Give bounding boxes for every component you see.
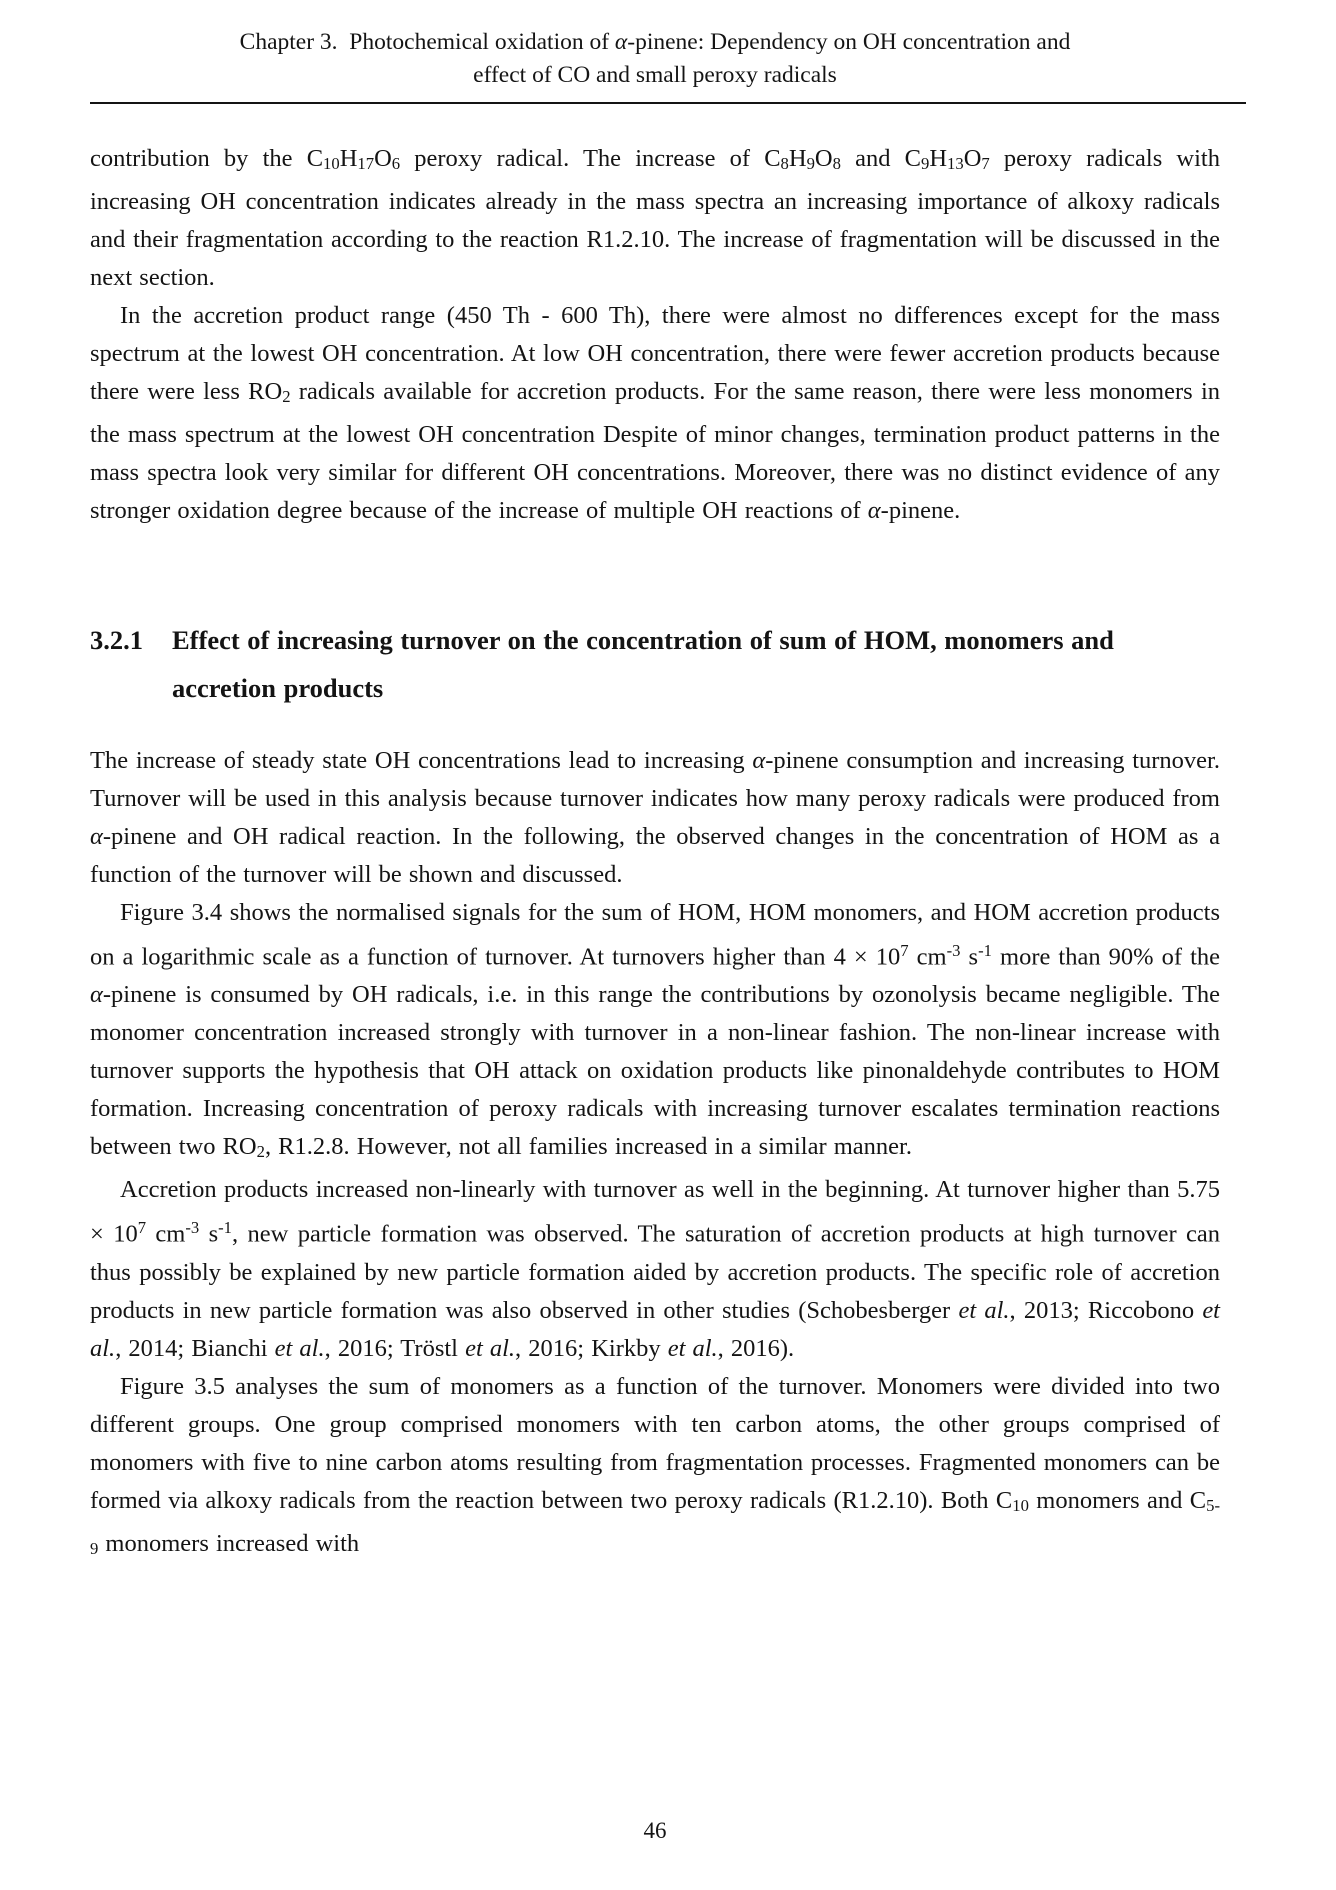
paragraph-contribution: contribution by the C10H17O6 peroxy radical. The increase of C8H9O8 and C9H13O7 peroxy radicals with increasing OH concentration indicates already in the mass spectra an increasing importance of alkoxy radicals and their fragmentation according to the reaction R1.2.10. The increase of fragmentation will be discussed in the next section.: [90, 145, 1220, 291]
paragraph-figure-3-5: Figure 3.5 analyses the sum of monomers as a function of the turnover. Monomers were divided into two different groups. One group comprised monomers with ten carbon atoms, the other groups comprised of monomers with five to nine carbon atoms resulting from fragmentation processes. Fragmented monomers can be formed via alkoxy radicals from the reaction between two peroxy radicals (R1.2.10). Both C10 monomers and C5-9 monomers increased with: [90, 1372, 1220, 1558]
paragraph-figure-3-4: Figure 3.4 shows the normalised signals for the sum of HOM, HOM monomers, and HOM accretion products on a logarithmic scale as a function of turnover. At turnovers higher than $4 \times 10^7$ $cm^{-3}$ $s^{-1}$ more than 90% of the α-pinene is consumed by OH radicals, i.e. in this range the contributions by ozonolysis became negligible. The monomer concentration increased strongly with turnover in a non-linear fashion. The non-linear increase with turnover supports the hypothesis that OH attack on oxidation products like pinonaldehyde contributes to HOM formation. Increasing concentration of peroxy radicals with increasing turnover escalates termination reactions between two RO2, R1.2.8. However, not all families increased in a similar manner.: [90, 898, 1221, 1162]
page-body: [90, 140, 1220, 1568]
running-header-line-2: effect of CO and small peroxy radicals: [473, 62, 837, 88]
page-number: 46: [643, 1818, 667, 1843]
page-footer: [90, 1818, 1220, 1844]
paragraph-turnover-intro: The increase of steady state OH concentrations lead to increasing α-pinene consumption and increasing turnover. Turnover will be used in this analysis because turnover indicates how many peroxy radicals were produced from α-pinene and OH radical reaction. In the following, the observed changes in the concentration of HOM as a function of the turnover will be shown and discussed.: [90, 746, 1220, 888]
section-title: Effect of increasing turnover on the concentration of sum of HOM, monomers and accretion products: [172, 624, 1114, 703]
running-header: [90, 26, 1220, 92]
header-rule: [90, 102, 1246, 104]
section-number: 3.2.1: [90, 624, 143, 655]
running-header-line-1: Chapter 3. Photochemical oxidation of α-pinene: Dependency on OH concentration and: [239, 29, 1071, 55]
paragraph-accretion-range: In the accretion product range (450 Th - 600 Th), there were almost no differences except for the mass spectrum at the lowest OH concentration. At low OH concentration, there were fewer accretion products because there were less RO2 radicals available for accretion products. For the same reason, there were less monomers in the mass spectrum at the lowest OH concentration Despite of minor changes, termination product patterns in the mass spectra look very similar for different OH concentrations. Moreover, there was no distinct evidence of any stronger oxidation degree because of the increase of multiple OH reactions of α-pinene.: [90, 301, 1220, 524]
section-heading: [90, 616, 1220, 712]
paragraph-accretion-products: Accretion products increased non-linearly with turnover as well in the beginning. At turnover higher than $5.75 \times 10^7$ $cm^{-3}$ $s^{-1}$, new particle formation was observed. The saturation of accretion products at high turnover can thus possibly be explained by new particle formation aided by accretion products. The specific role of accretion products in new particle formation was also observed in other studies (Schobesberger et al., 2013; Riccobono et al., 2014; Bianchi et al., 2016; Tröstl et al., 2016; Kirkby et al., 2016).: [90, 1176, 1220, 1362]
